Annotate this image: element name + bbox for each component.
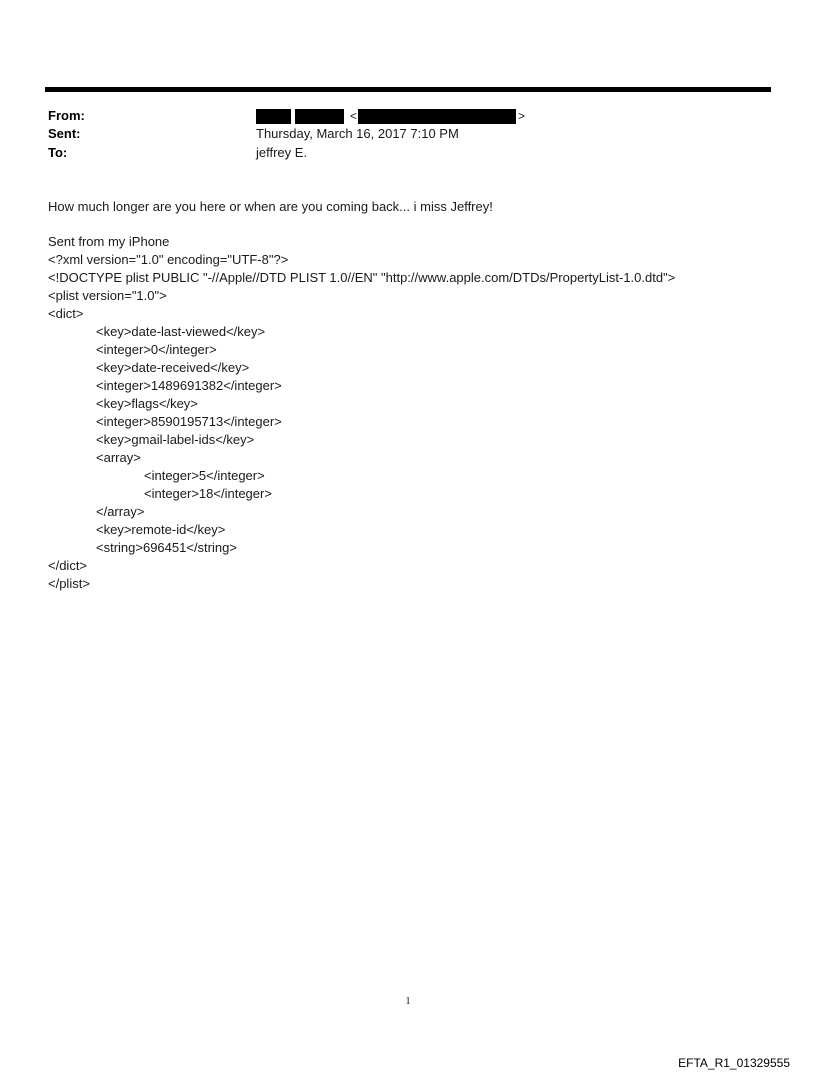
from-open-bracket: <	[350, 109, 358, 123]
plist-line: <integer>5</integer>	[144, 468, 265, 483]
redaction-block	[256, 109, 291, 124]
plist-line: <dict>	[48, 306, 84, 321]
plist-line: </plist>	[48, 576, 90, 591]
plist-line: <integer>0</integer>	[96, 342, 217, 357]
plist-line: <key>date-received</key>	[96, 360, 250, 375]
plist-line: </dict>	[48, 558, 88, 573]
page-number: 1	[405, 995, 411, 1007]
plist-line: <!DOCTYPE plist PUBLIC "-//Apple//DTD PLIST 1.0//EN" "http://www.apple.com/DTDs/PropertyList-1.0.dtd">	[48, 270, 676, 285]
message-text: How much longer are you here or when are you coming back... i miss Jeffrey!	[48, 199, 493, 214]
plist-line: <integer>8590195713</integer>	[96, 414, 282, 429]
plist-line: <plist version="1.0">	[48, 288, 167, 303]
sent-value: Thursday, March 16, 2017 7:10 PM	[256, 126, 459, 141]
plist-line: <key>gmail-label-ids</key>	[96, 432, 255, 447]
plist-line: <?xml version="1.0" encoding="UTF-8"?>	[48, 252, 289, 267]
bates-number: EFTA_R1_01329555	[678, 1056, 790, 1070]
plist-line: <key>flags</key>	[96, 396, 198, 411]
redaction-block	[358, 109, 516, 124]
from-close-bracket: >	[518, 109, 526, 123]
plist-line: <integer>18</integer>	[144, 486, 272, 501]
plist-line: <key>date-last-viewed</key>	[96, 324, 266, 339]
plist-line: <string>696451</string>	[96, 540, 237, 555]
plist-line: </array>	[96, 504, 145, 519]
plist-line: <key>remote-id</key>	[96, 522, 226, 537]
sent-label: Sent:	[48, 126, 81, 141]
plist-line: <array>	[96, 450, 141, 465]
redaction-block	[295, 109, 344, 124]
header-divider	[45, 87, 771, 92]
to-label: To:	[48, 145, 68, 160]
signature-text: Sent from my iPhone	[48, 234, 170, 249]
from-label: From:	[48, 108, 85, 123]
to-value: jeffrey E.	[256, 145, 308, 160]
plist-line: <integer>1489691382</integer>	[96, 378, 282, 393]
